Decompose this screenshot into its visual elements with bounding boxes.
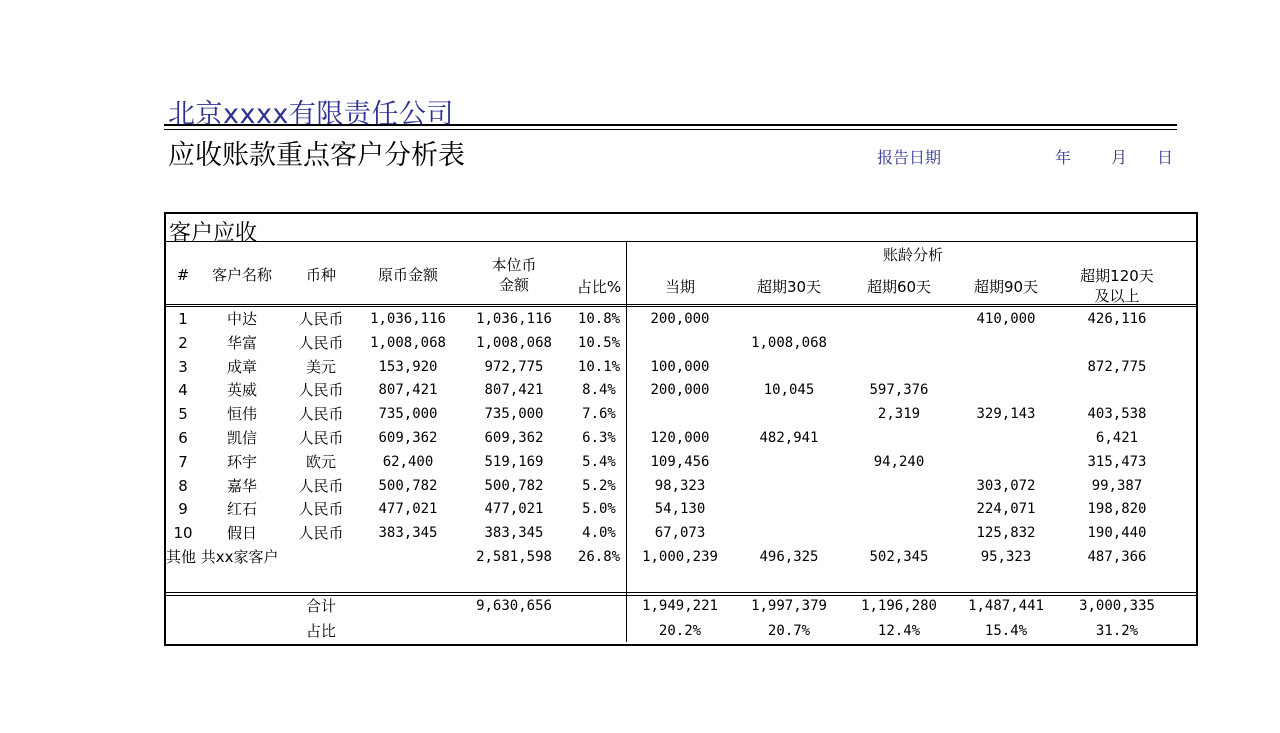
cell-index: 7 [178, 452, 188, 471]
cell-index: 9 [178, 500, 188, 519]
cell-index: 1 [178, 310, 188, 328]
cell-share: 7.6% [582, 406, 616, 423]
cell-customer: 红石 [226, 500, 257, 519]
cell-currency: 人民币 [298, 524, 344, 543]
table-row [166, 403, 1196, 427]
cell-share: 10.8% [577, 311, 621, 327]
rule-header-2 [166, 306, 1196, 307]
others-over60: 502,345 [869, 548, 929, 565]
cell-index: 3 [178, 357, 188, 376]
cell-local-amount: 1,008,068 [476, 334, 552, 351]
others-local-amount: 2,581,598 [476, 548, 552, 565]
cell-current: 120,000 [650, 429, 710, 446]
cell-currency: 美元 [305, 357, 336, 376]
cell-local-amount: 477,021 [484, 501, 544, 518]
ratio-over60: 12.4% [877, 622, 921, 639]
cell-local-amount: 383,345 [484, 525, 544, 542]
table-row [166, 379, 1196, 403]
cell-customer: 嘉华 [226, 476, 257, 495]
table-row [166, 332, 1196, 356]
total-over30: 1,997,379 [751, 598, 827, 614]
table-row [166, 427, 1196, 451]
cell-orig-amount: 477,021 [378, 501, 438, 518]
ratio-over30: 20.7% [767, 622, 811, 639]
cell-index: 6 [178, 428, 188, 447]
cell-local-amount: 972,775 [484, 358, 544, 375]
cell-over60: 2,319 [877, 406, 921, 423]
cell-current: 100,000 [650, 358, 710, 375]
header-over30: 超期30天 [756, 278, 822, 296]
company-name: 北京xxxx有限责任公司 [168, 99, 454, 130]
ratio-label: 占比 [305, 621, 336, 640]
others-current: 1,000,239 [642, 548, 718, 565]
others-label: 其他 共xx家客户 [166, 547, 279, 566]
cell-currency: 欧元 [305, 452, 336, 471]
header-current: 当期 [664, 278, 695, 296]
report-date-year: 年 [1055, 148, 1072, 167]
total-current: 1,949,221 [642, 598, 718, 614]
cell-customer: 环宇 [226, 452, 257, 471]
cell-over60: 94,240 [873, 453, 925, 470]
others-over30: 496,325 [759, 548, 819, 565]
cell-current: 67,073 [654, 525, 706, 542]
rule-total-1 [166, 592, 1196, 593]
table-row [166, 498, 1196, 522]
cell-index: 4 [178, 381, 188, 400]
cell-over30: 482,941 [759, 429, 819, 446]
cell-current: 109,456 [650, 453, 710, 470]
header-over60: 超期60天 [866, 278, 932, 296]
report-date-month: 月 [1111, 148, 1128, 167]
table-row [166, 522, 1196, 546]
ratio-current: 20.2% [658, 622, 702, 639]
cell-over120: 315,473 [1087, 453, 1147, 470]
table-row [166, 356, 1196, 380]
total-over60: 1,196,280 [861, 598, 937, 614]
cell-over90: 125,832 [976, 525, 1036, 542]
header-aging-group: 账龄分析 [882, 246, 943, 264]
cell-local-amount: 500,782 [484, 477, 544, 494]
table-body [166, 308, 1196, 570]
header-local-amount-2: 金额 [498, 276, 529, 294]
total-label: 合计 [305, 597, 336, 615]
cell-customer: 恒伟 [226, 405, 257, 424]
cell-over30: 1,008,068 [751, 334, 827, 351]
header-over120-1: 超期120天 [1080, 267, 1154, 285]
header-local-amount-1: 本位币 [491, 256, 537, 274]
ratio-over90: 15.4% [984, 622, 1028, 639]
cell-local-amount: 519,169 [484, 453, 544, 470]
cell-share: 10.1% [577, 358, 621, 375]
ratio-over120: 31.2% [1095, 622, 1139, 639]
cell-over30: 10,045 [763, 382, 815, 399]
rule-under-section [166, 241, 1196, 242]
cell-share: 5.4% [582, 453, 616, 470]
header-share: 占比% [576, 278, 622, 296]
cell-over120: 99,387 [1091, 477, 1143, 494]
title-rule-thin [164, 129, 1177, 130]
cell-local-amount: 735,000 [484, 406, 544, 423]
cell-current: 200,000 [650, 382, 710, 399]
cell-customer: 华富 [226, 333, 257, 352]
total-local-amount: 9,630,656 [476, 598, 552, 614]
cell-share: 10.5% [577, 334, 621, 351]
others-share: 26.8% [577, 548, 621, 565]
header-over90: 超期90天 [973, 278, 1039, 296]
cell-orig-amount: 500,782 [378, 477, 438, 494]
cell-over120: 190,440 [1087, 525, 1147, 542]
cell-share: 4.0% [582, 525, 616, 542]
cell-over90: 224,071 [976, 501, 1036, 518]
rule-header-1 [166, 304, 1196, 305]
report-date-day: 日 [1157, 148, 1174, 167]
others-over90: 95,323 [980, 548, 1032, 565]
cell-current: 200,000 [650, 311, 710, 327]
cell-index: 8 [178, 476, 188, 495]
cell-orig-amount: 62,400 [382, 453, 434, 470]
table-row [166, 451, 1196, 475]
cell-over60: 597,376 [869, 382, 929, 399]
cell-customer: 中达 [226, 310, 257, 328]
cell-over120: 872,775 [1087, 358, 1147, 375]
cell-orig-amount: 609,362 [378, 429, 438, 446]
cell-local-amount: 1,036,116 [476, 311, 552, 327]
table-row [166, 475, 1196, 499]
cell-index: 5 [178, 405, 188, 424]
header-over120-2: 及以上 [1094, 287, 1140, 305]
cell-index: 2 [178, 333, 188, 352]
title-rule-thick [164, 124, 1177, 126]
cell-orig-amount: 383,345 [378, 525, 438, 542]
ratio-row [166, 620, 1196, 644]
cell-currency: 人民币 [298, 381, 344, 400]
cell-share: 8.4% [582, 382, 616, 399]
cell-over90: 329,143 [976, 406, 1036, 423]
cell-over120: 6,421 [1095, 429, 1139, 446]
total-over120: 3,000,335 [1079, 598, 1155, 614]
total-row [166, 595, 1196, 619]
total-over90: 1,487,441 [968, 598, 1044, 614]
cell-over120: 403,538 [1087, 406, 1147, 423]
others-row [166, 546, 1196, 570]
cell-current: 54,130 [654, 501, 706, 518]
cell-currency: 人民币 [298, 405, 344, 424]
cell-customer: 成章 [226, 357, 257, 376]
others-over120: 487,366 [1087, 548, 1147, 565]
cell-customer: 凯信 [226, 428, 257, 447]
cell-over120: 198,820 [1087, 501, 1147, 518]
cell-currency: 人民币 [298, 310, 344, 328]
table-footer [166, 595, 1196, 644]
cell-share: 6.3% [582, 429, 616, 446]
report-date-label: 报告日期 [877, 148, 942, 167]
cell-current: 98,323 [654, 477, 706, 494]
cell-over120: 426,116 [1087, 311, 1147, 327]
cell-index: 10 [173, 524, 193, 543]
document-title: 应收账款重点客户分析表 [168, 140, 465, 171]
cell-orig-amount: 807,421 [378, 382, 438, 399]
cell-orig-amount: 1,008,068 [370, 334, 446, 351]
cell-orig-amount: 1,036,116 [370, 311, 446, 327]
cell-customer: 假日 [226, 524, 257, 543]
cell-orig-amount: 735,000 [378, 406, 438, 423]
cell-currency: 人民币 [298, 333, 344, 352]
header-customer: 客户名称 [211, 266, 272, 284]
cell-currency: 人民币 [298, 476, 344, 495]
cell-local-amount: 609,362 [484, 429, 544, 446]
section-title: 客户应收 [169, 221, 258, 246]
table-row [166, 308, 1196, 332]
cell-share: 5.2% [582, 477, 616, 494]
cell-local-amount: 807,421 [484, 382, 544, 399]
cell-over90: 410,000 [976, 311, 1036, 327]
cell-share: 5.0% [582, 501, 616, 518]
header-index: # [176, 266, 190, 284]
cell-currency: 人民币 [298, 500, 344, 519]
cell-customer: 英威 [226, 381, 257, 400]
cell-orig-amount: 153,920 [378, 358, 438, 375]
cell-currency: 人民币 [298, 428, 344, 447]
header-orig-amount: 原币金额 [377, 266, 438, 284]
header-currency: 币种 [305, 266, 336, 284]
cell-over90: 303,072 [976, 477, 1036, 494]
